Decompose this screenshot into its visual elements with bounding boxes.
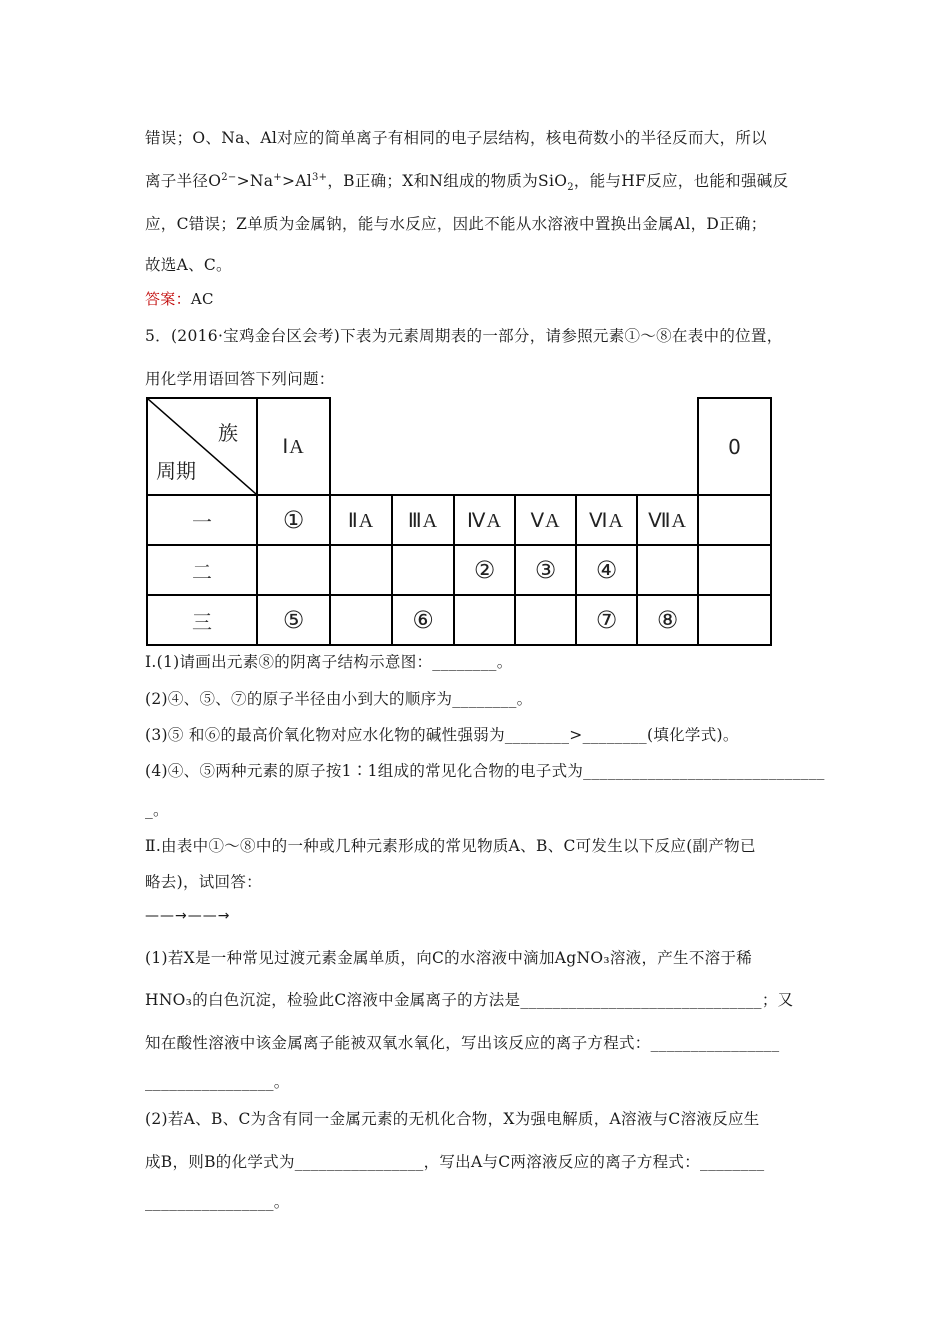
- subscript: 2: [567, 182, 574, 194]
- period-label: 三: [146, 594, 258, 646]
- part2-intro: 略去)，试回答：: [145, 873, 262, 891]
- group-header: ⅡA: [329, 494, 393, 546]
- group-header: ⅤA: [514, 494, 577, 546]
- empty-cell: [453, 594, 516, 646]
- element-cell: ④: [575, 544, 638, 596]
- superscript: 3+: [312, 171, 328, 183]
- part2-question: ________________。: [145, 1073, 290, 1091]
- empty-cell: [636, 544, 699, 596]
- element-cell: ⑦: [575, 594, 638, 646]
- empty-cell: [697, 494, 772, 546]
- group-header: ⅢA: [391, 494, 455, 546]
- superscript: 2−: [221, 171, 237, 183]
- answer-value: AC: [190, 290, 214, 308]
- answer-line: [145, 288, 214, 309]
- text-run: ，能与HF反应，也能和强碱反: [573, 172, 789, 190]
- group-header: ⅥA: [575, 494, 638, 546]
- part1-question: (3)⑤ 和⑥的最高价氧化物对应水化物的碱性强弱为________>________(填化学式)。: [145, 726, 739, 744]
- empty-cell: [697, 594, 772, 646]
- question-5-line: 用化学用语回答下列问题：: [145, 370, 335, 388]
- group-header: ⅦA: [636, 494, 699, 546]
- corner-label-group: 族: [218, 421, 238, 445]
- question-5-line: 5．(2016·宝鸡金台区会考)下表为元素周期表的一部分，请参照元素①～⑧在表中的位置，: [145, 327, 783, 345]
- group-0-header: 0: [697, 397, 772, 496]
- part2-question: (1)若X是一种常见过渡元素金属单质，向C的水溶液中滴加AgNO₃溶液，产生不溶于稀: [145, 949, 753, 967]
- part2-question: 知在酸性溶液中该金属离子能被双氧水氧化，写出该反应的离子方程式：________________: [145, 1034, 780, 1052]
- text-line: 应，C错误；Z单质为金属钠，能与水反应，因此不能从水溶液中置换出金属Al，D正确；: [145, 215, 767, 233]
- text-line: [145, 169, 788, 193]
- part1-question-end: _。: [145, 801, 169, 819]
- part1-question: Ⅰ.(1)请画出元素⑧的阴离子结构示意图：________。: [145, 653, 513, 671]
- text-line: 故选A、C。: [145, 256, 232, 274]
- period-label: 二: [146, 544, 258, 596]
- table-corner-cell: [146, 397, 258, 496]
- empty-cell: [391, 544, 455, 596]
- text-run: ，B正确；X和N组成的物质为SiO: [327, 172, 568, 190]
- element-cell: ②: [453, 544, 516, 596]
- part2-question: (2)若A、B、C为含有同一金属元素的无机化合物，X为强电解质，A溶液与C溶液反应生: [145, 1110, 760, 1128]
- element-cell: ⑧: [636, 594, 699, 646]
- part2-question: ________________。: [145, 1193, 290, 1211]
- reaction-arrow: ——→——→: [145, 908, 231, 924]
- period-label: 一: [146, 494, 258, 546]
- group-header: ⅣA: [453, 494, 516, 546]
- answer-label: 答案：: [145, 290, 191, 308]
- part2-intro: Ⅱ.由表中①～⑧中的一种或几种元素形成的常见物质A、B、C可发生以下反应(副产物已: [145, 837, 756, 855]
- empty-cell: [329, 544, 393, 596]
- text-run: >Al: [281, 172, 312, 190]
- empty-cell: [514, 594, 577, 646]
- empty-cell: [256, 544, 331, 596]
- part2-question: HNO₃的白色沉淀，检验此C溶液中金属离子的方法是______________________________；又: [145, 991, 794, 1009]
- empty-cell: [329, 594, 393, 646]
- text-line: 错误；O、Na、Al对应的简单离子有相同的电子层结构，核电荷数小的半径反而大，所以: [145, 129, 767, 147]
- group-1a-header: ⅠA: [256, 397, 331, 496]
- element-cell: ⑥: [391, 594, 455, 646]
- element-cell: ⑤: [256, 594, 331, 646]
- text-run: 离子半径O: [145, 172, 222, 190]
- text-run: >Na: [236, 172, 274, 190]
- corner-label-period: 周期: [156, 459, 196, 483]
- part1-question: (4)④、⑤两种元素的原子按1∶1组成的常见化合物的电子式为______________________________: [145, 762, 825, 780]
- empty-cell: [697, 544, 772, 596]
- element-cell: ①: [256, 494, 331, 546]
- element-cell: ③: [514, 544, 577, 596]
- superscript: +: [273, 171, 282, 183]
- part1-question: (2)④、⑤、⑦的原子半径由小到大的顺序为________。: [145, 690, 533, 708]
- part2-question: 成B，则B的化学式为________________，写出A与C两溶液反应的离子方程式：________: [145, 1153, 765, 1171]
